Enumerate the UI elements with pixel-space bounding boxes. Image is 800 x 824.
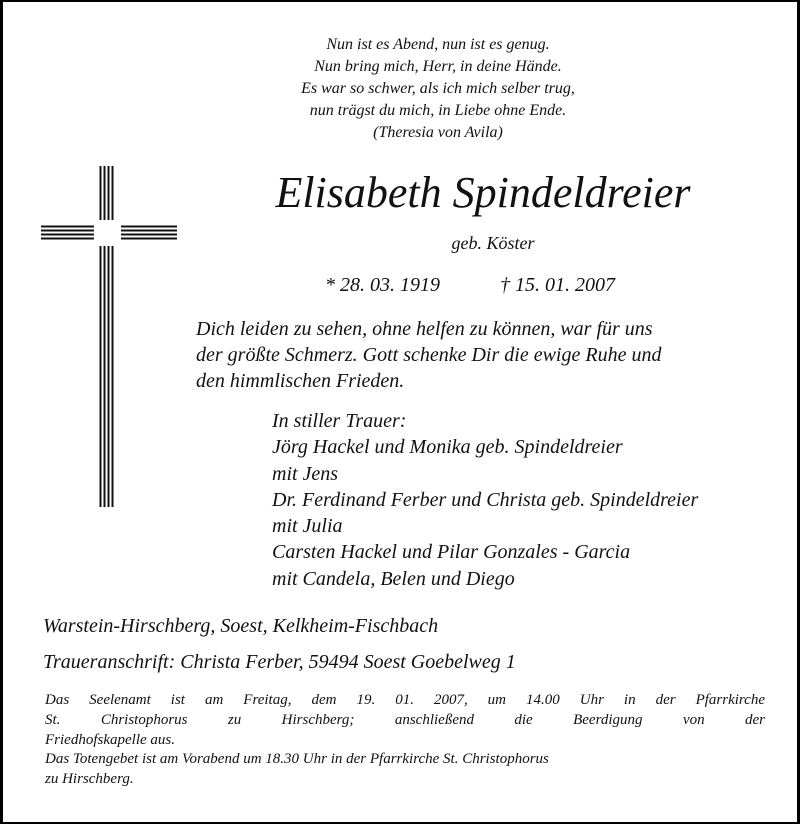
born-name: geb. Köster [451, 233, 535, 253]
condolence-message [196, 316, 776, 394]
poem-line: nun trägst du mich, in Liebe ohne Ende. [309, 102, 567, 119]
poem-line: Nun ist es Abend, nun ist es genug. [326, 36, 550, 53]
mourner-line: Carsten Hackel und Pilar Gonzales - Garcia [272, 541, 631, 564]
places-line: Warstein-Hirschberg, Soest, Kelkheim-Fischbach [43, 615, 439, 637]
mourning-address: Traueranschrift: Christa Ferber, 59494 Soest Goebelweg 1 [43, 651, 516, 673]
birth-date: * 28. 03. 1919 [325, 274, 440, 296]
notice-line: St. Christophorus zu Hirschberg; anschließend die Beerdigung von der [45, 711, 765, 728]
poem-line: Es war so schwer, als ich mich selber trug, [301, 80, 575, 97]
mourner-line: Dr. Ferdinand Ferber und Christa geb. Spindeldreier [272, 488, 699, 511]
mourners-heading: In stiller Trauer: [272, 410, 407, 432]
notice-line: Das Seelenamt ist am Freitag, dem 19. 01. 2007, um 14.00 Uhr in der Pfarrkirche [45, 692, 765, 708]
poem [253, 34, 623, 144]
mourner-line: mit Candela, Belen und Diego [272, 567, 515, 590]
deceased-name: Elisabeth Spindeldreier [275, 168, 691, 217]
message-line: der größte Schmerz. Gott schenke Dir die ewige Ruhe und [196, 344, 662, 366]
message-line: Dich leiden zu sehen, ohne helfen zu können, war für uns [196, 318, 653, 340]
mourner-line: Jörg Hackel und Monika geb. Spindeldreier [272, 436, 623, 459]
death-date: † 15. 01. 2007 [500, 274, 615, 296]
mourners-list [272, 408, 782, 592]
notice-line: zu Hirschberg. [45, 771, 134, 788]
message-line: den himmlischen Frieden. [196, 370, 405, 392]
poem-attribution: (Theresia von Avila) [373, 124, 503, 141]
mourner-line: mit Julia [272, 515, 343, 538]
notice-line: Das Totengebet ist am Vorabend um 18.30 Uhr in der Pfarrkirche St. Christophorus [45, 751, 549, 768]
cross-icon [39, 164, 179, 509]
mourner-line: mit Jens [272, 462, 339, 485]
service-notice [45, 691, 765, 790]
notice-line: Friedhofskapelle aus. [45, 731, 175, 748]
poem-line: Nun bring mich, Herr, in deine Hände. [314, 58, 562, 75]
